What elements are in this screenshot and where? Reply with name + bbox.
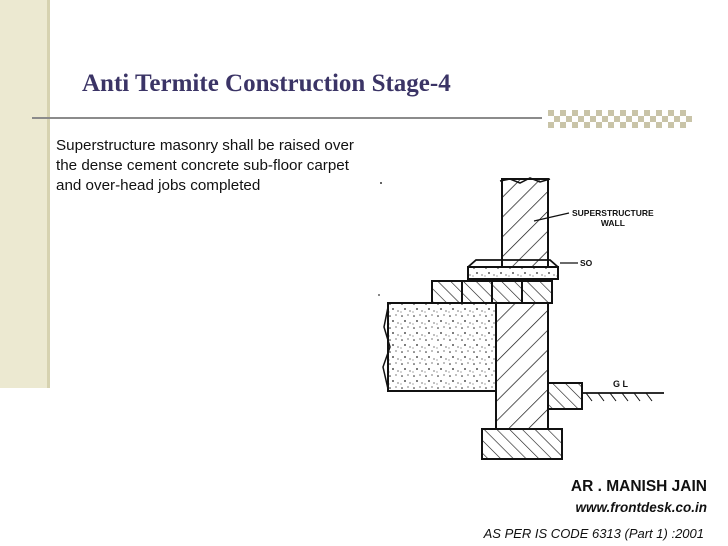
website-link[interactable]: www.frontdesk.co.in xyxy=(575,500,707,515)
decorative-left-bar xyxy=(0,0,47,388)
slide-title: Anti Termite Construction Stage-4 xyxy=(82,70,451,97)
label-superstructure xyxy=(572,208,654,228)
label-gl: G L xyxy=(613,379,628,389)
divider-pattern xyxy=(548,110,692,128)
plinth-offset xyxy=(432,281,552,303)
sub-floor-concrete xyxy=(383,303,496,391)
body-paragraph: Superstructure masonry shall be raised over the dense cement concrete sub-floor carpet and over-head jobs completed xyxy=(56,137,354,194)
section-drawing-svg xyxy=(364,157,686,469)
superstructure-wall xyxy=(500,178,550,267)
ground-line xyxy=(582,393,664,401)
decorative-left-bar-edge xyxy=(47,0,50,388)
label-superstructure-line2: WALL xyxy=(600,218,625,228)
label-superstructure-line1: SUPERSTRUCTURE xyxy=(572,208,654,218)
construction-section-drawing xyxy=(364,157,686,469)
label-so: SO xyxy=(580,258,593,268)
code-reference: AS PER IS CODE 6313 (Part 1) :2001 xyxy=(483,526,704,541)
title-divider xyxy=(32,117,542,119)
author-name: AR . MANISH JAIN xyxy=(570,478,707,495)
foundation-wall xyxy=(482,303,582,459)
speck-marks xyxy=(378,182,382,296)
